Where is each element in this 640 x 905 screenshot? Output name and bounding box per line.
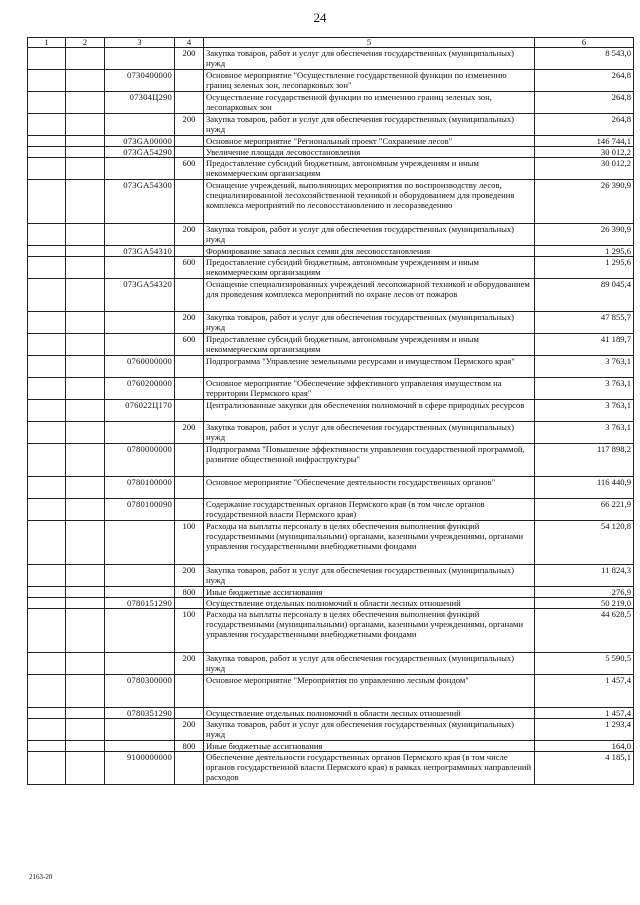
cell-c1 (28, 609, 66, 653)
cell-c1 (28, 477, 66, 499)
footer-code: 2163-20 (29, 873, 53, 881)
table-row (28, 499, 634, 521)
cell-c1 (28, 48, 66, 70)
cell-c6: 8 543,0 (535, 48, 634, 70)
cell-c2 (66, 752, 105, 785)
cell-c1 (28, 246, 66, 257)
cell-c4 (175, 477, 204, 499)
cell-c4 (175, 147, 204, 158)
cell-c2 (66, 312, 105, 334)
cell-c1 (28, 92, 66, 114)
cell-c6: 89 045,4 (535, 279, 634, 312)
cell-c4: 600 (175, 334, 204, 356)
cell-c1 (28, 279, 66, 312)
cell-c1 (28, 136, 66, 147)
header-cell: 4 (175, 38, 204, 48)
cell-c6: 276,9 (535, 587, 634, 598)
cell-c3: 073GA54300 (105, 180, 175, 224)
cell-c4: 600 (175, 158, 204, 180)
cell-c5: Закупка товаров, работ и услуг для обеспечения государственных (муниципальных) нужд (204, 653, 535, 675)
cell-c2 (66, 114, 105, 136)
cell-c2 (66, 708, 105, 719)
cell-c6: 30 012,2 (535, 158, 634, 180)
cell-c4 (175, 752, 204, 785)
cell-c2 (66, 224, 105, 246)
cell-c4: 200 (175, 114, 204, 136)
cell-c6: 26 390,9 (535, 224, 634, 246)
cell-c3 (105, 224, 175, 246)
cell-c2 (66, 675, 105, 708)
cell-c3 (105, 609, 175, 653)
cell-c6: 264,8 (535, 92, 634, 114)
cell-c5: Закупка товаров, работ и услуг для обеспечения государственных (муниципальных) нужд (204, 224, 535, 246)
table-row (28, 422, 634, 444)
cell-c1 (28, 400, 66, 422)
cell-c3 (105, 48, 175, 70)
cell-c3 (105, 719, 175, 741)
cell-c5: Расходы на выплаты персоналу в целях обеспечения выполнения функций государственными (муниципальными) органами, казенными учреждениями, органами управления государственными внебюджетными фондами (204, 609, 535, 653)
cell-c3 (105, 158, 175, 180)
cell-c5: Иные бюджетные ассигнования (204, 741, 535, 752)
cell-c1 (28, 752, 66, 785)
cell-c3: 0760200000 (105, 378, 175, 400)
cell-c3: 073GA54310 (105, 246, 175, 257)
cell-c6: 54 120,8 (535, 521, 634, 565)
table-row (28, 70, 634, 92)
cell-c6: 1 295,6 (535, 257, 634, 279)
cell-c5: Предоставление субсидий бюджетным, автономным учреждениям и иным некоммерческим организациям (204, 257, 535, 279)
cell-c2 (66, 565, 105, 587)
cell-c3 (105, 521, 175, 565)
cell-c3: 0780351290 (105, 708, 175, 719)
table-row (28, 114, 634, 136)
table-row (28, 598, 634, 609)
cell-c3 (105, 312, 175, 334)
table-row (28, 741, 634, 752)
cell-c5: Осуществление государственной функции по изменению границ зеленых зон, лесопарковых зон (204, 92, 535, 114)
cell-c4 (175, 400, 204, 422)
cell-c6: 264,8 (535, 114, 634, 136)
cell-c1 (28, 565, 66, 587)
cell-c5: Централизованные закупки для обеспечения полномочий в сфере природных ресурсов (204, 400, 535, 422)
table-row (28, 158, 634, 180)
cell-c3: 073GA00000 (105, 136, 175, 147)
table-row (28, 653, 634, 675)
table-row (28, 356, 634, 378)
table-row (28, 180, 634, 224)
table-row (28, 444, 634, 477)
cell-c1 (28, 147, 66, 158)
cell-c3: 0780151290 (105, 598, 175, 609)
table-row (28, 719, 634, 741)
cell-c4: 200 (175, 719, 204, 741)
cell-c1 (28, 675, 66, 708)
cell-c2 (66, 422, 105, 444)
cell-c3 (105, 565, 175, 587)
header-cell: 3 (105, 38, 175, 48)
cell-c4 (175, 92, 204, 114)
cell-c1 (28, 422, 66, 444)
cell-c6: 116 440,9 (535, 477, 634, 499)
cell-c2 (66, 356, 105, 378)
cell-c2 (66, 279, 105, 312)
cell-c2 (66, 48, 105, 70)
cell-c3 (105, 653, 175, 675)
table-row (28, 587, 634, 598)
table-row (28, 312, 634, 334)
cell-c6: 47 855,7 (535, 312, 634, 334)
cell-c5: Основное мероприятие "Осуществление государственной функции по изменению границ зеленых зон, лесопарковых зон" (204, 70, 535, 92)
cell-c2 (66, 136, 105, 147)
cell-c5: Осуществление отдельных полномочий в области лесных отношений (204, 708, 535, 719)
cell-c5: Закупка товаров, работ и услуг для обеспечения государственных (муниципальных) нужд (204, 422, 535, 444)
cell-c1 (28, 114, 66, 136)
header-cell: 6 (535, 38, 634, 48)
cell-c3: 0730400000 (105, 70, 175, 92)
budget-table (27, 37, 634, 785)
cell-c3 (105, 422, 175, 444)
cell-c1 (28, 70, 66, 92)
cell-c3: 0780100090 (105, 499, 175, 521)
cell-c4 (175, 499, 204, 521)
cell-c6: 164,0 (535, 741, 634, 752)
cell-c2 (66, 609, 105, 653)
cell-c6: 1 293,4 (535, 719, 634, 741)
cell-c2 (66, 444, 105, 477)
cell-c1 (28, 499, 66, 521)
cell-c3: 076022Ц170 (105, 400, 175, 422)
cell-c5: Обеспечение деятельности государственных органов Пермского края (в том числе органов государственной власти Пермского края) в рамках непрограммных направлений расходов (204, 752, 535, 785)
cell-c3 (105, 741, 175, 752)
table-row (28, 400, 634, 422)
cell-c5: Расходы на выплаты персоналу в целях обеспечения выполнения функций государственными (муниципальными) органами, казенными учреждениями, органами управления государственными внебюджетными фондами (204, 521, 535, 565)
cell-c6: 44 628,5 (535, 609, 634, 653)
cell-c2 (66, 147, 105, 158)
cell-c4: 800 (175, 587, 204, 598)
cell-c5: Оснащение учреждений, выполняющих мероприятия по воспроизводству лесов, специализированной лесохозяйственной техникой и оборудованием для проведения комплекса мероприятий по лесовосстановлению и лесоразведению (204, 180, 535, 224)
cell-c5: Основное мероприятие "Обеспечение эффективного управления имуществом на территории Пермского края" (204, 378, 535, 400)
cell-c3 (105, 114, 175, 136)
cell-c2 (66, 378, 105, 400)
cell-c3: 073GA54290 (105, 147, 175, 158)
table-row (28, 147, 634, 158)
cell-c6: 3 763,1 (535, 378, 634, 400)
cell-c1 (28, 356, 66, 378)
cell-c1 (28, 653, 66, 675)
cell-c1 (28, 444, 66, 477)
cell-c5: Закупка товаров, работ и услуг для обеспечения государственных (муниципальных) нужд (204, 312, 535, 334)
cell-c1 (28, 587, 66, 598)
cell-c1 (28, 521, 66, 565)
cell-c4: 200 (175, 48, 204, 70)
cell-c5: Содержание государственных органов Пермского края (в том числе органов государственной власти Пермского края) (204, 499, 535, 521)
table-row (28, 521, 634, 565)
table-row (28, 565, 634, 587)
cell-c4 (175, 180, 204, 224)
cell-c2 (66, 400, 105, 422)
cell-c5: Основное мероприятие "Региональный проект "Сохранение лесов" (204, 136, 535, 147)
cell-c2 (66, 334, 105, 356)
cell-c4 (175, 708, 204, 719)
cell-c2 (66, 92, 105, 114)
cell-c1 (28, 719, 66, 741)
cell-c4 (175, 136, 204, 147)
cell-c5: Увеличение площади лесовосстановления (204, 147, 535, 158)
table-header-row (28, 38, 634, 48)
cell-c3: 073GA54320 (105, 279, 175, 312)
cell-c1 (28, 378, 66, 400)
cell-c4: 200 (175, 224, 204, 246)
cell-c1 (28, 180, 66, 224)
table-row (28, 708, 634, 719)
cell-c4: 800 (175, 741, 204, 752)
header-cell: 5 (204, 38, 535, 48)
cell-c3: 0780000000 (105, 444, 175, 477)
header-cell: 2 (66, 38, 105, 48)
cell-c6: 41 189,7 (535, 334, 634, 356)
cell-c1 (28, 741, 66, 752)
cell-c2 (66, 499, 105, 521)
cell-c2 (66, 719, 105, 741)
cell-c5: Основное мероприятие "Обеспечение деятельности государственных органов" (204, 477, 535, 499)
cell-c6: 3 763,1 (535, 400, 634, 422)
cell-c2 (66, 246, 105, 257)
cell-c6: 5 590,5 (535, 653, 634, 675)
cell-c5: Подпрограмма "Управление земельными ресурсами и имуществом Пермского края" (204, 356, 535, 378)
cell-c2 (66, 587, 105, 598)
cell-c5: Закупка товаров, работ и услуг для обеспечения государственных (муниципальных) нужд (204, 114, 535, 136)
cell-c2 (66, 477, 105, 499)
cell-c3 (105, 587, 175, 598)
table-row (28, 609, 634, 653)
cell-c5: Предоставление субсидий бюджетным, автономным учреждениям и иным некоммерческим организациям (204, 334, 535, 356)
cell-c6: 117 898,2 (535, 444, 634, 477)
cell-c4: 200 (175, 312, 204, 334)
table-row (28, 378, 634, 400)
cell-c1 (28, 312, 66, 334)
cell-c5: Осуществление отдельных полномочий в области лесных отношений (204, 598, 535, 609)
cell-c4 (175, 70, 204, 92)
cell-c5: Основное мероприятие "Мероприятия по управлению лесным фондом" (204, 675, 535, 708)
table-row (28, 136, 634, 147)
cell-c2 (66, 521, 105, 565)
cell-c6: 1 295,6 (535, 246, 634, 257)
cell-c2 (66, 158, 105, 180)
header-cell: 1 (28, 38, 66, 48)
cell-c6: 146 744,1 (535, 136, 634, 147)
table-row (28, 48, 634, 70)
cell-c6: 50 219,0 (535, 598, 634, 609)
cell-c2 (66, 653, 105, 675)
table-row (28, 224, 634, 246)
cell-c3 (105, 257, 175, 279)
cell-c6: 26 390,9 (535, 180, 634, 224)
table-body (28, 38, 634, 785)
cell-c3: 9100000000 (105, 752, 175, 785)
cell-c3 (105, 334, 175, 356)
cell-c6: 3 763,1 (535, 422, 634, 444)
cell-c4 (175, 279, 204, 312)
cell-c4 (175, 378, 204, 400)
table-row (28, 477, 634, 499)
table-row (28, 92, 634, 114)
cell-c6: 1 457,4 (535, 708, 634, 719)
cell-c4 (175, 598, 204, 609)
cell-c4: 200 (175, 653, 204, 675)
cell-c1 (28, 257, 66, 279)
cell-c4: 100 (175, 609, 204, 653)
cell-c6: 11 824,3 (535, 565, 634, 587)
cell-c5: Формирование запаса лесных семян для лесовосстановления (204, 246, 535, 257)
cell-c5: Иные бюджетные ассигнования (204, 587, 535, 598)
cell-c5: Предоставление субсидий бюджетным, автономным учреждениям и иным некоммерческим организациям (204, 158, 535, 180)
cell-c6: 66 221,9 (535, 499, 634, 521)
table-row (28, 334, 634, 356)
cell-c4 (175, 675, 204, 708)
cell-c4 (175, 246, 204, 257)
cell-c5: Оснащение специализированных учреждений лесопожарной техникой и оборудованием для проведения комплекса мероприятий по охране лесов от пожаров (204, 279, 535, 312)
cell-c1 (28, 224, 66, 246)
cell-c5: Закупка товаров, работ и услуг для обеспечения государственных (муниципальных) нужд (204, 565, 535, 587)
cell-c3: 07304Ц290 (105, 92, 175, 114)
cell-c1 (28, 598, 66, 609)
cell-c2 (66, 257, 105, 279)
table-row (28, 279, 634, 312)
cell-c4: 200 (175, 565, 204, 587)
cell-c6: 30 012,2 (535, 147, 634, 158)
cell-c6: 3 763,1 (535, 356, 634, 378)
cell-c4: 200 (175, 422, 204, 444)
page-number: 24 (313, 10, 327, 25)
cell-c5: Закупка товаров, работ и услуг для обеспечения государственных (муниципальных) нужд (204, 719, 535, 741)
table-row (28, 246, 634, 257)
cell-c3: 0780100000 (105, 477, 175, 499)
table-row (28, 752, 634, 785)
cell-c6: 264,8 (535, 70, 634, 92)
cell-c1 (28, 334, 66, 356)
cell-c4 (175, 356, 204, 378)
cell-c4 (175, 444, 204, 477)
cell-c4: 100 (175, 521, 204, 565)
cell-c6: 1 457,4 (535, 675, 634, 708)
cell-c1 (28, 708, 66, 719)
cell-c5: Закупка товаров, работ и услуг для обеспечения государственных (муниципальных) нужд (204, 48, 535, 70)
cell-c6: 4 185,1 (535, 752, 634, 785)
cell-c1 (28, 158, 66, 180)
cell-c2 (66, 741, 105, 752)
cell-c5: Подпрограмма "Повышение эффективности управления государственной программой, развитие общественной инфраструктуры" (204, 444, 535, 477)
table-row (28, 257, 634, 279)
cell-c4: 600 (175, 257, 204, 279)
table-row (28, 675, 634, 708)
cell-c2 (66, 180, 105, 224)
cell-c2 (66, 598, 105, 609)
cell-c3: 0760000000 (105, 356, 175, 378)
cell-c2 (66, 70, 105, 92)
cell-c3: 0780300000 (105, 675, 175, 708)
